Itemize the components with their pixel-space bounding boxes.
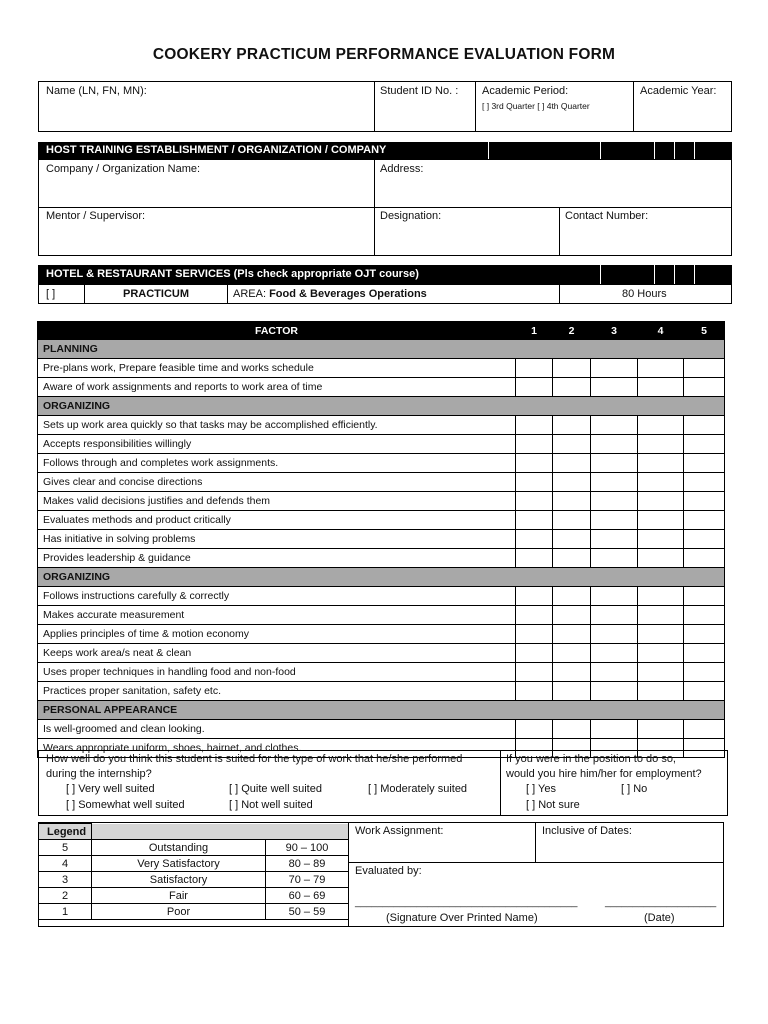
- quarter-checkboxes[interactable]: [ ] 3rd Quarter [ ] 4th Quarter: [482, 101, 590, 111]
- score-cell-4[interactable]: [638, 625, 684, 644]
- score-cell-3[interactable]: [591, 511, 638, 530]
- score-cell-1[interactable]: [516, 416, 553, 435]
- factor-label: Uses proper techniques in handling food and non-food: [38, 663, 516, 682]
- legend-range: 50 – 59: [266, 904, 349, 920]
- score-cell-3[interactable]: [591, 359, 638, 378]
- score-cell-5[interactable]: [684, 435, 725, 454]
- factor-row: [38, 435, 725, 454]
- score-cell-2[interactable]: [553, 625, 591, 644]
- score-cell-2[interactable]: [553, 682, 591, 701]
- legend-range: 70 – 79: [266, 872, 349, 888]
- signature-line[interactable]: ________________________________________: [355, 897, 578, 908]
- score-header-5: 5: [684, 322, 725, 340]
- legend-row: [39, 840, 349, 856]
- legend-body: [39, 824, 349, 920]
- contact-number-field[interactable]: Contact Number:: [565, 210, 649, 222]
- academic-period-field[interactable]: Academic Period:: [482, 85, 569, 97]
- factor-row: [38, 625, 725, 644]
- legend-range: 80 – 89: [266, 856, 349, 872]
- score-cell-2[interactable]: [553, 492, 591, 511]
- area-value: Food & Beverages Operations: [269, 288, 427, 300]
- hire-option-no[interactable]: [ ] No: [621, 783, 648, 795]
- factor-row: [38, 416, 725, 435]
- factor-row: [38, 587, 725, 606]
- factor-row: [38, 378, 725, 397]
- legend-label: Outstanding: [92, 840, 266, 856]
- score-cell-5[interactable]: [684, 492, 725, 511]
- course-label: PRACTICUM: [123, 288, 189, 300]
- score-cell-5[interactable]: [684, 416, 725, 435]
- factor-row: [38, 720, 725, 739]
- hire-question-2: would you hire him/her for employment?: [506, 768, 702, 780]
- date-caption: (Date): [644, 912, 675, 924]
- signature-caption: (Signature Over Printed Name): [386, 912, 538, 924]
- factor-label: Follows through and completes work assignments.: [38, 454, 516, 473]
- factor-body: [38, 340, 725, 758]
- legend-label: Poor: [92, 904, 266, 920]
- factor-label: Makes valid decisions justifies and defends them: [38, 492, 516, 511]
- score-cell-4[interactable]: [638, 454, 684, 473]
- form-title: COOKERY PRACTICUM PERFORMANCE EVALUATION FORM: [152, 46, 616, 63]
- factor-label: Accepts responsibilities willingly: [38, 435, 516, 454]
- factor-row: [38, 359, 725, 378]
- score-cell-3[interactable]: [591, 454, 638, 473]
- score-cell-1[interactable]: [516, 549, 553, 568]
- score-cell-2[interactable]: [553, 644, 591, 663]
- score-cell-5[interactable]: [684, 378, 725, 397]
- legend-label: Fair: [92, 888, 266, 904]
- legend-row: [39, 856, 349, 872]
- factor-row: [38, 682, 725, 701]
- score-cell-5[interactable]: [684, 682, 725, 701]
- score-cell-2[interactable]: [553, 473, 591, 492]
- legend-range: 90 – 100: [266, 840, 349, 856]
- legend-label: Very Satisfactory: [92, 856, 266, 872]
- mentor-field[interactable]: Mentor / Supervisor:: [46, 210, 146, 222]
- area-label: AREA:: [233, 288, 267, 300]
- host-header-bar: [38, 142, 732, 160]
- score-cell-2[interactable]: [553, 720, 591, 739]
- score-cell-3[interactable]: [591, 473, 638, 492]
- score-cell-4[interactable]: [638, 416, 684, 435]
- factor-label: Wears appropriate uniform, shoes, hairnet, and clothes.: [38, 739, 516, 758]
- legend-row: [39, 888, 349, 904]
- legend-score: 4: [39, 856, 92, 872]
- factor-label: Gives clear and concise directions: [38, 473, 516, 492]
- hire-option-not-sure[interactable]: [ ] Not sure: [526, 799, 580, 811]
- score-cell-4[interactable]: [638, 587, 684, 606]
- score-cell-1[interactable]: [516, 435, 553, 454]
- score-cell-3[interactable]: [591, 492, 638, 511]
- score-cell-5[interactable]: [684, 473, 725, 492]
- score-header-4: 4: [638, 322, 684, 340]
- score-cell-1[interactable]: [516, 682, 553, 701]
- factor-row: [38, 454, 725, 473]
- score-cell-3[interactable]: [591, 530, 638, 549]
- score-cell-5[interactable]: [684, 359, 725, 378]
- score-cell-4[interactable]: [638, 435, 684, 454]
- company-name-field[interactable]: Company / Organization Name:: [46, 163, 201, 175]
- section-title: PLANNING: [38, 340, 725, 359]
- legend-range: 60 – 69: [266, 888, 349, 904]
- name-field[interactable]: Name (LN, FN, MN):: [46, 85, 147, 97]
- score-cell-3[interactable]: [591, 549, 638, 568]
- score-header-2: 2: [553, 322, 591, 340]
- legend-score: 5: [39, 840, 92, 856]
- score-header-1: 1: [516, 322, 553, 340]
- score-cell-2[interactable]: [553, 359, 591, 378]
- hours-value: 80 Hours: [622, 288, 667, 300]
- legend-header-row: [39, 824, 349, 840]
- score-cell-5[interactable]: [684, 644, 725, 663]
- academic-year-field[interactable]: Academic Year:: [640, 85, 717, 97]
- factor-row: [38, 644, 725, 663]
- score-cell-2[interactable]: [553, 378, 591, 397]
- factor-row: [38, 663, 725, 682]
- score-cell-3[interactable]: [591, 606, 638, 625]
- score-cell-4[interactable]: [638, 359, 684, 378]
- hrs-header: HOTEL & RESTAURANT SERVICES (Pls check appropriate OJT course): [46, 268, 419, 280]
- section-row: [38, 701, 725, 720]
- score-cell-4[interactable]: [638, 473, 684, 492]
- section-title: ORGANIZING: [38, 397, 725, 416]
- factor-row: [38, 511, 725, 530]
- factor-row: [38, 530, 725, 549]
- factor-table: [37, 321, 725, 758]
- score-cell-2[interactable]: [553, 549, 591, 568]
- factor-label: Applies principles of time & motion economy: [38, 625, 516, 644]
- option-somewhat-well-suited[interactable]: [ ] Somewhat well suited: [66, 799, 185, 811]
- score-cell-1[interactable]: [516, 473, 553, 492]
- score-cell-1[interactable]: [516, 625, 553, 644]
- factor-row: [38, 549, 725, 568]
- option-not-well-suited[interactable]: [ ] Not well suited: [229, 799, 313, 811]
- score-cell-4[interactable]: [638, 644, 684, 663]
- score-cell-2[interactable]: [553, 435, 591, 454]
- score-cell-1[interactable]: [516, 359, 553, 378]
- score-cell-2[interactable]: [553, 511, 591, 530]
- factor-label: Aware of work assignments and reports to work area of time: [38, 378, 516, 397]
- score-cell-3[interactable]: [591, 720, 638, 739]
- score-cell-4[interactable]: [638, 530, 684, 549]
- score-cell-1[interactable]: [516, 606, 553, 625]
- suitability-question: How well do you think this student is suited for the type of work that he/she performed: [46, 753, 463, 765]
- factor-row: [38, 492, 725, 511]
- legend-row: [39, 904, 349, 920]
- legend-header: Legend: [39, 824, 92, 840]
- hire-option-yes[interactable]: [ ] Yes: [526, 783, 556, 795]
- factor-label: Makes accurate measurement: [38, 606, 516, 625]
- score-cell-5[interactable]: [684, 549, 725, 568]
- factor-label: Keeps work area/s neat & clean: [38, 644, 516, 663]
- score-cell-4[interactable]: [638, 606, 684, 625]
- score-cell-1[interactable]: [516, 530, 553, 549]
- score-cell-1[interactable]: [516, 511, 553, 530]
- score-cell-3[interactable]: [591, 587, 638, 606]
- score-cell-2[interactable]: [553, 606, 591, 625]
- score-cell-4[interactable]: [638, 682, 684, 701]
- hrs-header-bar: [38, 265, 732, 284]
- option-moderately-suited[interactable]: [ ] Moderately suited: [368, 783, 468, 795]
- score-cell-3[interactable]: [591, 644, 638, 663]
- score-cell-1[interactable]: [516, 587, 553, 606]
- practicum-checkbox[interactable]: [ ]: [46, 288, 56, 300]
- score-cell-2[interactable]: [553, 663, 591, 682]
- score-cell-2[interactable]: [553, 454, 591, 473]
- score-cell-1[interactable]: [516, 644, 553, 663]
- legend-score: 2: [39, 888, 92, 904]
- score-cell-5[interactable]: [684, 625, 725, 644]
- score-cell-5[interactable]: [684, 587, 725, 606]
- score-cell-5[interactable]: [684, 530, 725, 549]
- factor-label: Sets up work area quickly so that tasks may be accomplished efficiently.: [38, 416, 516, 435]
- factor-label: Evaluates methods and product critically: [38, 511, 516, 530]
- option-quite-well-suited[interactable]: [ ] Quite well suited: [229, 783, 322, 795]
- score-cell-4[interactable]: [638, 378, 684, 397]
- score-cell-2[interactable]: [553, 416, 591, 435]
- score-cell-4[interactable]: [638, 549, 684, 568]
- score-cell-1[interactable]: [516, 454, 553, 473]
- legend-label: Satisfactory: [92, 872, 266, 888]
- factor-label: Has initiative in solving problems: [38, 530, 516, 549]
- factor-label: Follows instructions carefully & correctly: [38, 587, 516, 606]
- score-cell-3[interactable]: [591, 416, 638, 435]
- factor-label: Practices proper sanitation, safety etc.: [38, 682, 516, 701]
- section-title: PERSONAL APPEARANCE: [38, 701, 725, 720]
- factor-header: FACTOR: [38, 322, 516, 340]
- score-header-3: 3: [591, 322, 638, 340]
- score-cell-5[interactable]: [684, 511, 725, 530]
- factor-row: [38, 473, 725, 492]
- score-cell-5[interactable]: [684, 663, 725, 682]
- factor-row: [38, 606, 725, 625]
- inclusive-dates-field[interactable]: Inclusive of Dates:: [542, 825, 632, 837]
- score-cell-3[interactable]: [591, 435, 638, 454]
- score-cell-2[interactable]: [553, 587, 591, 606]
- option-very-well-suited[interactable]: [ ] Very well suited: [66, 783, 155, 795]
- score-cell-3[interactable]: [591, 378, 638, 397]
- date-line[interactable]: ____________________: [605, 897, 717, 908]
- legend-score: 1: [39, 904, 92, 920]
- factor-label: Provides leadership & guidance: [38, 549, 516, 568]
- score-cell-3[interactable]: [591, 682, 638, 701]
- factor-label: Pre-plans work, Prepare feasible time and works schedule: [38, 359, 516, 378]
- host-header: HOST TRAINING ESTABLISHMENT / ORGANIZATION / COMPANY: [46, 144, 387, 156]
- score-cell-1[interactable]: [516, 663, 553, 682]
- evaluated-by-label: Evaluated by:: [355, 865, 422, 877]
- factor-label: Is well-groomed and clean looking.: [38, 720, 516, 739]
- score-cell-5[interactable]: [684, 606, 725, 625]
- work-assignment-field[interactable]: Work Assignment:: [355, 825, 444, 837]
- score-cell-1[interactable]: [516, 378, 553, 397]
- score-cell-4[interactable]: [638, 492, 684, 511]
- score-cell-4[interactable]: [638, 720, 684, 739]
- score-cell-4[interactable]: [638, 511, 684, 530]
- score-cell-4[interactable]: [638, 663, 684, 682]
- legend-row: [39, 872, 349, 888]
- legend-table: [38, 823, 349, 920]
- suitability-question-2: during the internship?: [46, 768, 152, 780]
- score-cell-1[interactable]: [516, 720, 553, 739]
- designation-field[interactable]: Designation:: [380, 210, 442, 222]
- section-row: [38, 568, 725, 587]
- score-cell-5[interactable]: [684, 454, 725, 473]
- score-cell-2[interactable]: [553, 530, 591, 549]
- score-cell-3[interactable]: [591, 663, 638, 682]
- section-title: ORGANIZING: [38, 568, 725, 587]
- score-cell-1[interactable]: [516, 492, 553, 511]
- score-cell-3[interactable]: [591, 625, 638, 644]
- section-row: [38, 340, 725, 359]
- score-cell-5[interactable]: [684, 720, 725, 739]
- section-row: [38, 397, 725, 416]
- address-field[interactable]: Address:: [380, 163, 424, 175]
- hire-question: If you were in the position to do so,: [506, 753, 676, 765]
- student-id-field[interactable]: Student ID No. :: [380, 85, 459, 97]
- legend-score: 3: [39, 872, 92, 888]
